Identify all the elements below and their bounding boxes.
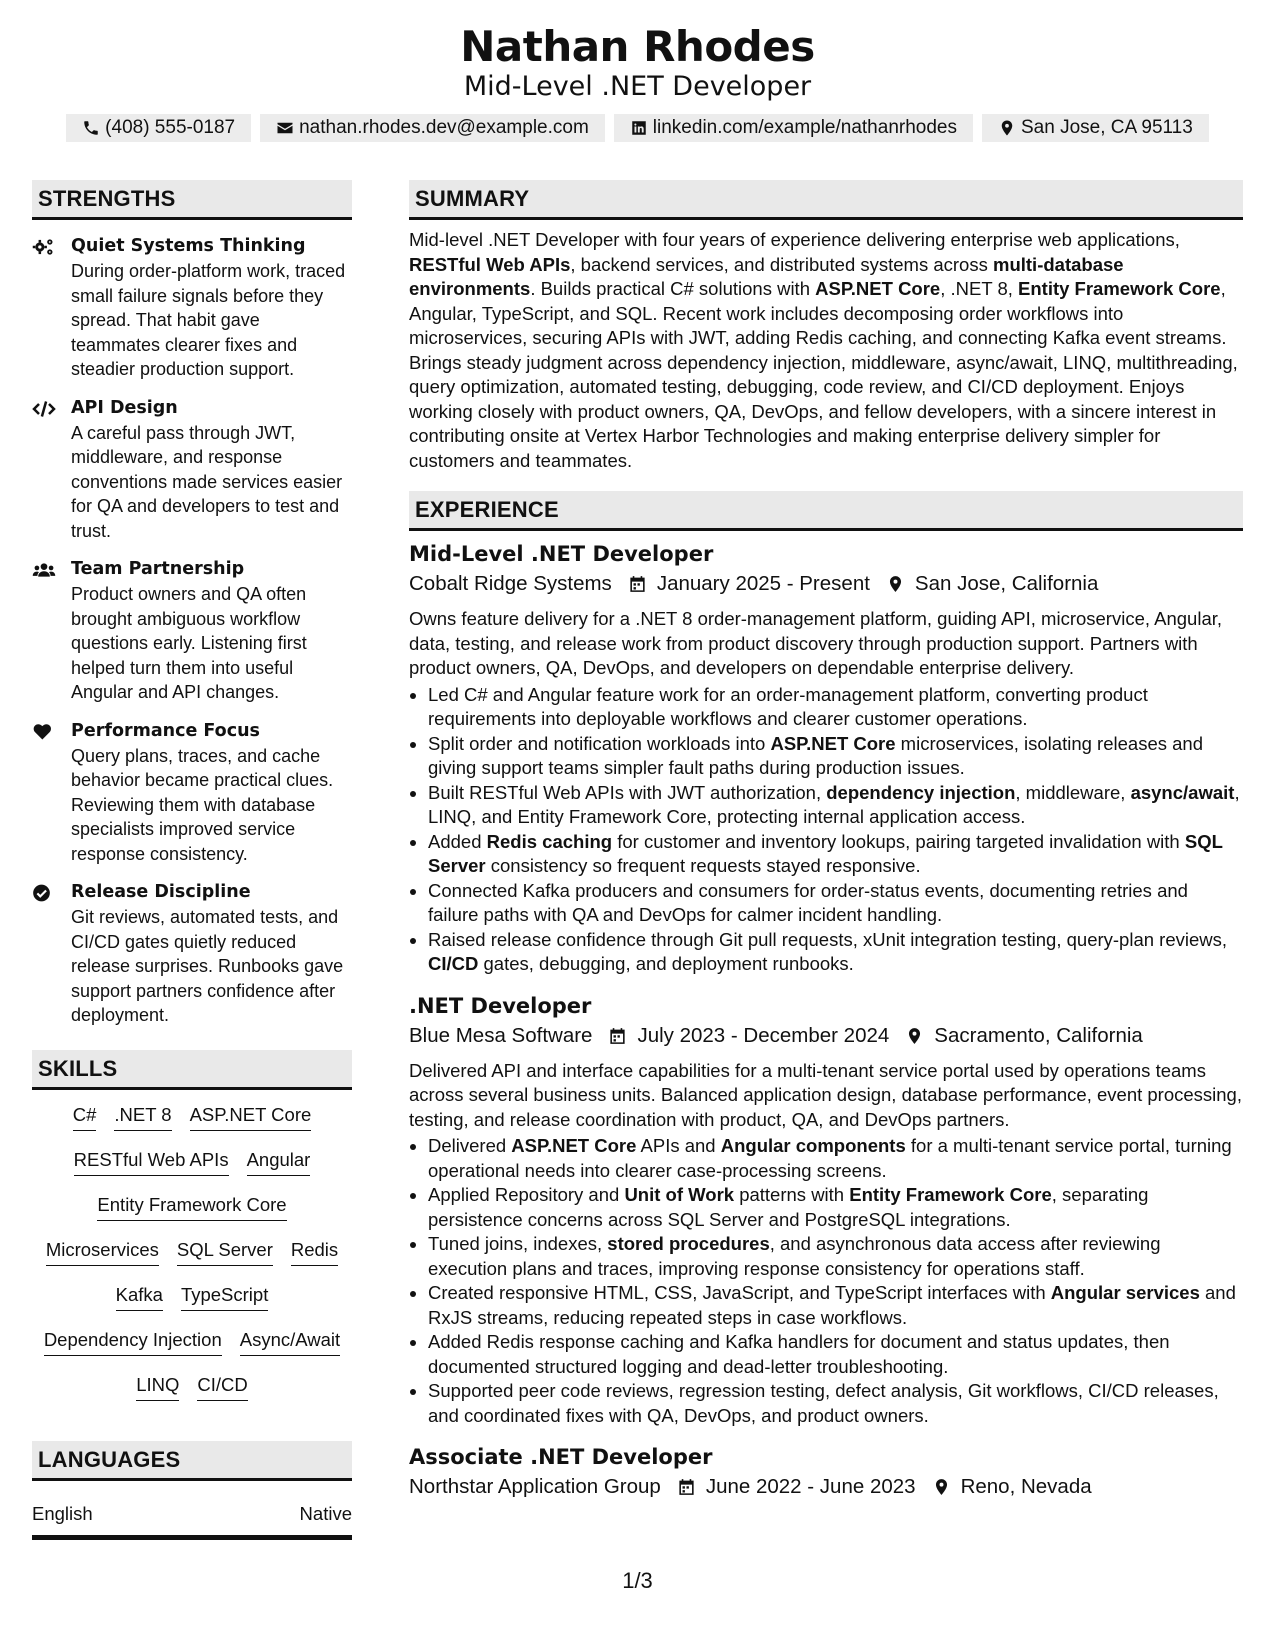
job-bullet: • Added Redis response caching and Kafka handlers for document and status updates, then documented structured logging and dead-letter troubleshooting. [428,1330,1243,1379]
job-bullet: • Tuned joins, indexes, stored procedures, and asynchronous data access after reviewing execution plans and traces, improving response consistency for operations staff. [428,1232,1243,1281]
contact-bar [0,114,1275,142]
page-number: 1/3 [622,1568,653,1593]
skill-tag: C# [73,1102,97,1131]
languages-heading: LANGUAGES [32,1441,352,1481]
skill-row [32,1282,352,1327]
left-column [32,180,352,1540]
bold-keyword: Redis caching [486,830,613,852]
phone-text: (408) 555-0187 [105,117,236,138]
skill-tag: .NET 8 [114,1102,171,1131]
job-description: Delivered API and interface capabilities for a multi-tenant service portal used by operations teams across several business units. Balanced application design, database performance, event processing, testing, and release coordination with product, QA, and DevOps partners. [409,1059,1242,1130]
job-entry [409,1442,1243,1502]
bold-keyword: ASP.NET Core [815,278,941,299]
skill-tag: Dependency Injection [44,1327,222,1356]
bold-keyword: SQL Server [428,830,1223,876]
bold-keyword: Angular services [1050,1282,1200,1303]
calendar-icon [608,1026,627,1046]
job-location: Reno, Nevada [960,1475,1092,1498]
skill-row [32,1147,352,1192]
job-entry [409,991,1243,1429]
language-item [32,1501,352,1540]
job-bullet: • Led C# and Angular feature work for an order-management platform, converting product requirements into deployable workflows and clearer customer operations. [428,683,1243,732]
gears-icon [32,237,56,257]
check-circle-icon [32,883,56,903]
skill-tag: Async/Await [240,1327,340,1356]
strengths-list [32,234,352,1028]
skill-row [32,1102,352,1147]
skills-list [32,1102,352,1417]
job-dates: July 2023 - December 2024 [637,1023,890,1047]
contact-linkedin[interactable] [614,114,973,142]
skill-tag: SQL Server [177,1237,273,1266]
strength-item [32,396,352,544]
map-pin-icon [886,574,905,594]
linkedin-text: linkedin.com/example/nathanrhodes [652,117,957,138]
job-title: .NET Developer [409,993,592,1018]
bold-keyword: async/await [1130,781,1235,803]
bold-keyword: Entity Framework Core [849,1184,1052,1205]
skill-tag: ASP.NET Core [190,1102,312,1131]
job-location: San Jose, California [914,572,1099,595]
bold-keyword: CI/CD [428,953,479,974]
job-meta [409,1472,1243,1502]
contact-email[interactable] [260,114,605,142]
skill-row [32,1192,352,1237]
strength-title: Performance Focus [71,720,260,741]
contact-location [982,114,1209,142]
skill-row [32,1327,352,1372]
job-bullets [409,683,1243,977]
skills-heading: SKILLS [32,1050,352,1090]
map-pin-icon [932,1477,951,1497]
strength-desc: Query plans, traces, and cache behavior became practical clues. Reviewing them with database specialists improved service response consistency. [71,745,334,864]
skill-tag: CI/CD [197,1372,247,1401]
strength-title: Release Discipline [71,882,251,902]
map-pin-icon [998,119,1016,137]
strength-item [32,880,352,1028]
strength-title: Quiet Systems Thinking [71,236,306,256]
summary-heading: SUMMARY [409,180,1243,220]
job-bullet: • Applied Repository and Unit of Work patterns with Entity Framework Core, separating persistence concerns across SQL Server and PostgreSQL integrations. [428,1183,1243,1232]
job-entry [409,539,1243,977]
skill-tag: Entity Framework Core [97,1192,286,1221]
calendar-icon [628,574,647,594]
experience-heading: EXPERIENCE [409,491,1243,531]
job-title: Mid-Level .NET Developer [409,542,714,566]
skill-tag: RESTful Web APIs [74,1147,229,1176]
summary-text: Mid-level .NET Developer with four years of experience delivering enterprise web applications, RESTful Web APIs, backend services, and distributed systems across multi-database environments. Builds practical C# solutions with ASP.NET Core, .NET 8, Entity Framework Core, Angular, TypeScript, and SQL. Recent work includes decomposing order workflows into microservices, securing APIs with JWT, adding Redis caching, and connecting Kafka event streams. Brings steady judgment across dependency injection, middleware, async/await, LINQ, multithreading, query optimization, automated testing, debugging, code review, and CI/CD deployment. Enjoys working closely with product owners, QA, DevOps, and fellow developers, with a sincere interest in contributing onsite at Vertex Harbor Technologies and making enterprise delivery simpler for customers and teammates. [409,229,1238,471]
job-bullet: • Built RESTful Web APIs with JWT authorization, dependency injection, middleware, async/await, LINQ, and Entity Framework Core, protecting internal application access. [428,781,1243,830]
bold-keyword: RESTful Web APIs [409,253,571,275]
candidate-title: Mid-Level .NET Developer [463,71,812,102]
users-icon [32,560,56,580]
bold-keyword: dependency injection [826,781,1016,803]
email-text: nathan.rhodes.dev@example.com [299,117,589,138]
job-bullet: • Delivered ASP.NET Core APIs and Angular components for a multi-tenant service portal, turning operational needs into clearer case-processing screens. [428,1134,1243,1183]
language-name: English [32,1502,93,1524]
map-pin-icon [905,1026,924,1046]
calendar-icon [677,1477,696,1497]
phone-icon [82,119,100,137]
strength-item [32,234,352,382]
bold-keyword: Unit of Work [624,1184,735,1205]
strength-desc: A careful pass through JWT, middleware, and response conventions made services easier for QA and developers to test and trust. [71,422,343,541]
location-text: San Jose, CA 95113 [1020,117,1193,138]
strength-title: Team Partnership [71,559,245,579]
job-bullets [409,1134,1243,1428]
skill-tag: LINQ [136,1372,179,1401]
resume-header [0,22,1275,142]
language-level: Native [299,1502,352,1524]
job-dates: January 2025 - Present [656,572,870,595]
job-company: Cobalt Ridge Systems [409,572,612,595]
strengths-heading: STRENGTHS [32,180,352,220]
skill-row [32,1237,352,1282]
strength-title: API Design [71,397,178,418]
job-description: Owns feature delivery for a .NET 8 order-management platform, guiding API, microservice, Angular, data, testing, and release work from product discovery through production support. Partners with product owners, QA, DevOps, and developers on dependable enterprise delivery. [409,608,1223,678]
candidate-name: Nathan Rhodes [460,22,815,71]
bold-keyword: Entity Framework Core [1018,278,1221,299]
job-bullet: • Added Redis caching for customer and inventory lookups, pairing targeted invalidation with SQL Server consistency so frequent requests stayed responsive. [428,830,1243,879]
bold-keyword: stored procedures [607,1233,770,1254]
strength-desc: Git reviews, automated tests, and CI/CD gates quietly reduced release surprises. Runbooks gave support partners confidence after deployment. [71,907,344,1025]
job-bullet: • Supported peer code reviews, regression testing, defect analysis, Git workflows, CI/CD releases, and coordinated fixes with QA, DevOps, and product owners. [428,1379,1243,1428]
heart-icon [32,722,56,742]
right-column [409,180,1243,1502]
strength-item [32,719,352,867]
contact-phone[interactable] [66,114,251,142]
bold-keyword: multi-database environments [409,253,1124,299]
job-bullet: • Raised release confidence through Git pull requests, xUnit integration testing, query-plan reviews, CI/CD gates, debugging, and deployment runbooks. [428,928,1243,977]
skill-row [32,1372,352,1417]
experience-list [409,539,1243,1502]
job-company: Northstar Application Group [409,1475,661,1498]
job-title: Associate .NET Developer [409,1445,713,1469]
skill-tag: Kafka [116,1282,163,1311]
job-meta [409,569,1243,599]
skill-tag: Angular [247,1147,311,1176]
strength-item [32,557,352,705]
skill-tag: TypeScript [181,1282,268,1311]
bold-keyword: ASP.NET Core [511,1135,637,1156]
strength-desc: During order-platform work, traced small failure signals before they spread. That habit gave teammates clearer fixes and steadier production support. [71,261,346,379]
linkedin-icon [630,119,648,137]
job-bullet: • Created responsive HTML, CSS, JavaScript, and TypeScript interfaces with Angular services and RxJS streams, reducing repeated steps in case workflows. [428,1281,1243,1330]
skill-tag: Redis [291,1237,338,1266]
job-location: Sacramento, California [934,1023,1143,1047]
job-bullet: • Split order and notification workloads into ASP.NET Core microservices, isolating releases and giving support teams simpler fault paths during production issues. [428,732,1243,781]
job-bullet: • Connected Kafka producers and consumers for order-status events, documenting retries and failure paths with QA and DevOps for calmer incident handling. [428,879,1243,928]
job-meta [409,1021,1243,1051]
envelope-icon [276,119,294,137]
skill-tag: Microservices [46,1237,159,1266]
bold-keyword: Angular components [720,1135,906,1156]
job-dates: June 2022 - June 2023 [705,1475,916,1498]
bold-keyword: ASP.NET Core [770,732,896,754]
job-company: Blue Mesa Software [409,1023,593,1047]
strength-desc: Product owners and QA often brought ambiguous workflow questions early. Listening first helped turn them into useful Angular and API changes. [71,584,307,702]
code-icon [32,399,56,419]
